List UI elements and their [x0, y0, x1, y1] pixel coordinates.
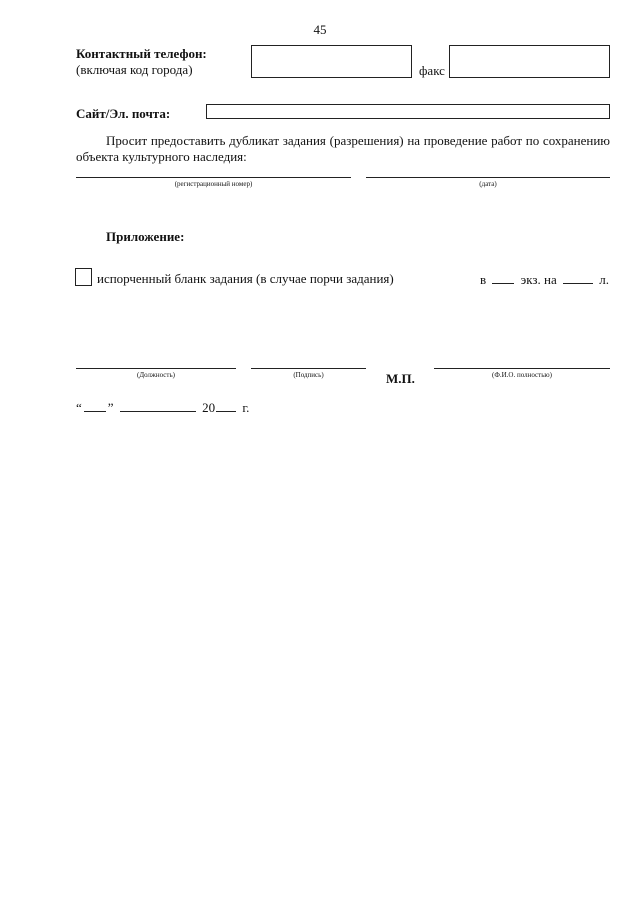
copies-label: экз. на [520, 272, 557, 287]
date-day-field[interactable] [84, 400, 106, 412]
date-year-prefix: 20 [202, 400, 216, 415]
stamp-label: М.П. [386, 371, 415, 386]
sheets-count-field[interactable] [563, 272, 593, 284]
copies-count-field[interactable] [492, 272, 514, 284]
registration-number-caption: (регистрационный номер) [174, 180, 253, 188]
request-paragraph [76, 133, 610, 165]
position-caption: (Должность) [137, 371, 175, 379]
attachment-heading: Приложение: [106, 229, 185, 244]
date-year-suffix: г. [242, 400, 250, 415]
phone-field[interactable] [251, 45, 412, 78]
registration-number-line[interactable] [76, 177, 351, 178]
phone-label: Контактный телефон: [76, 46, 207, 61]
in-label: в [480, 272, 487, 287]
signature-caption: (Подпись) [293, 371, 324, 379]
copies-row [480, 272, 609, 287]
registration-date-line[interactable] [366, 177, 610, 178]
fullname-line[interactable] [434, 368, 610, 369]
date-close-quote: ” [107, 400, 114, 415]
site-email-field[interactable] [206, 104, 610, 119]
signature-line[interactable] [251, 368, 366, 369]
request-text: Просит предоставить дубликат задания (разрешения) на проведение работ по сохранению объекта культурного наследия: [76, 133, 610, 164]
date-open-quote: “ [76, 400, 82, 415]
date-year-field[interactable] [216, 400, 236, 412]
fax-label: факс [419, 63, 445, 78]
fullname-caption: (Ф.И.О. полностью) [492, 371, 552, 379]
spoiled-form-checkbox[interactable] [75, 268, 92, 286]
site-label: Сайт/Эл. почта: [76, 106, 171, 121]
page-number: 45 [313, 22, 327, 37]
sheets-label: л. [599, 272, 609, 287]
registration-date-caption: (дата) [479, 180, 497, 188]
position-line[interactable] [76, 368, 236, 369]
fax-field[interactable] [449, 45, 610, 78]
phone-sublabel: (включая код города) [76, 62, 193, 77]
date-month-field[interactable] [120, 400, 196, 412]
spoiled-form-label: испорченный бланк задания (в случае порчи задания) [97, 271, 394, 286]
date-line [76, 400, 249, 415]
